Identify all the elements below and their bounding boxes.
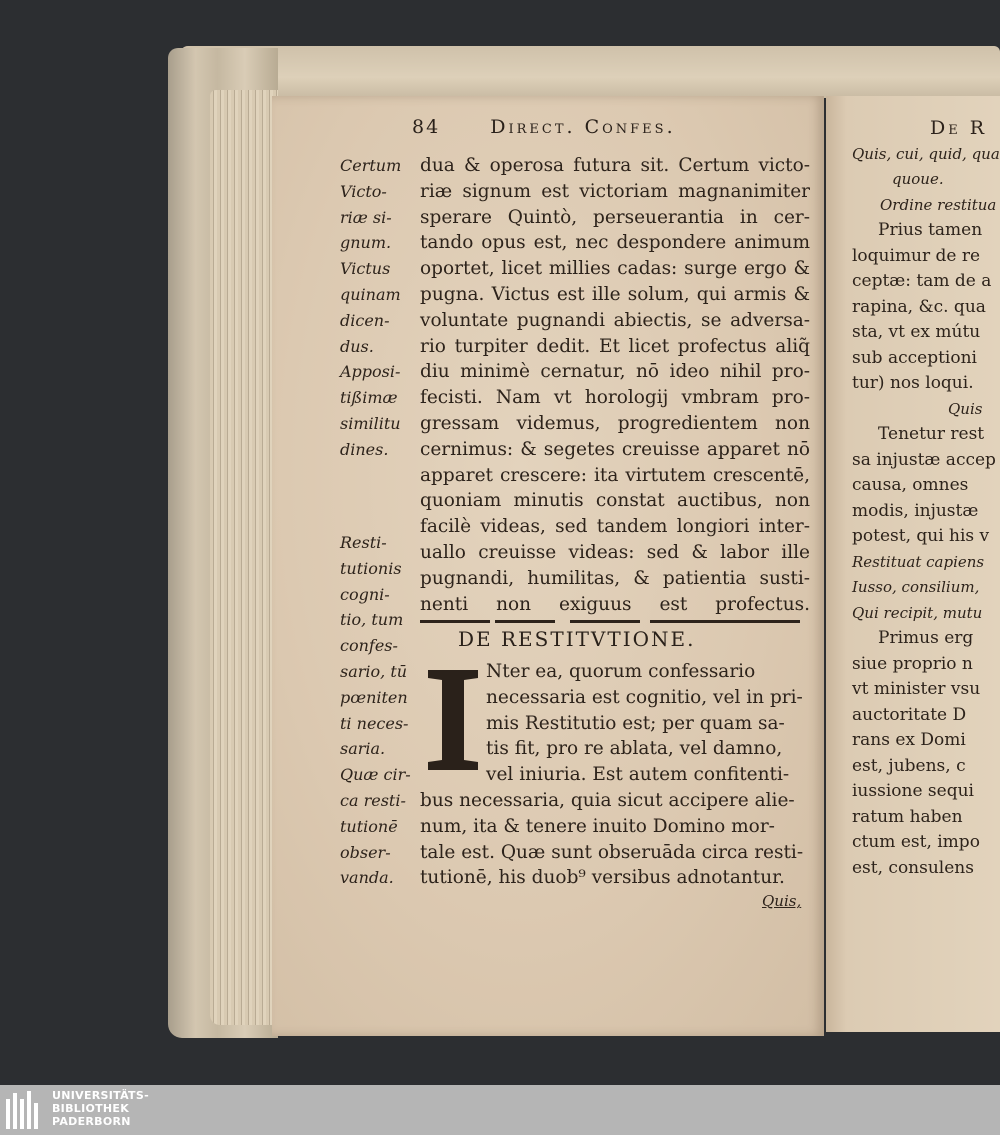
text-line: Victus [340,259,391,279]
right-page-line: Tenetur rest [878,424,985,444]
text-line: quinam [340,284,401,304]
text-line: dicen- [340,310,390,330]
right-page-line: est, consulens [852,857,974,878]
rule-right [650,620,800,623]
text-line: fecisti. Nam vt horologij vmbram pro- [420,387,810,409]
text-line: Resti- [340,533,387,552]
text-line: cernimus: & segetes creuisse apparet nō [420,438,810,460]
text-line: tis fit, pro re ablata, vel damno, [486,738,783,760]
text-line: confes- [340,636,398,656]
right-page-line: sa injustæ accep [852,449,996,470]
rule-left [420,620,490,623]
right-page-line: modis, injustæ [852,500,979,521]
text-line: num, ita & tenere inuito Domino mor- [420,815,775,837]
text-line: dus. [340,336,374,356]
right-page-line: potest, qui his v [852,526,990,546]
right-page-line: Primus erg [878,628,974,648]
right-page-line: Iusso, consilium, [852,578,980,596]
text-line: sario, tū [340,661,408,681]
library-name-line2: BIBLIOTHEK [52,1102,130,1115]
text-line: Apposi- [340,362,401,382]
text-line: apparet crescere: ita virtutem crescentē, [420,464,810,486]
text-line: tio, tum [340,610,404,630]
right-page-line: loquimur de re [852,245,981,266]
text-line: necessaria est cognitio, vel in pri- [486,686,803,708]
right-page-line: Qui recipit, mutu [852,603,983,622]
text-line: pœniten [340,687,408,707]
right-page-line: iussione sequi [852,781,974,801]
text-line: voluntate pugnandi abiectis, se adversa- [420,309,810,331]
text-line: obser- [340,842,391,862]
text-line: ti neces- [340,713,409,733]
text-line: pugna. Victus est ille solum, qui armis & [420,283,810,305]
text-line: diu minimè cernatur, nō ideo nihil pro- [420,361,810,383]
margin-notes-bottom [340,530,420,891]
book-top-edge [180,46,1000,98]
library-footer [0,1085,1000,1135]
text-line: tutionē, his duob⁹ versibus adnotantur. [420,867,785,889]
body-text [420,153,810,617]
text-line: gressam videmus, progredientem non [420,412,810,434]
right-page-line: De R [930,117,988,139]
rule-left-2 [495,620,555,623]
text-line: Nter ea, quorum confessario [486,661,756,682]
text-line: facilè videas, sed tandem longiori inter- [420,516,810,538]
text-line: sperare Quintò, perseuerantia in cer- [420,206,810,228]
right-page-line: tur) nos loqui. [852,373,974,393]
text-line: nenti non exiguus est profectus. [420,593,810,615]
text-line: tale est. Quæ sunt obseruāda circa resti- [420,841,804,863]
right-page-line: ratum haben [852,806,963,827]
text-line: bus necessaria, quia sicut accipere alie- [420,789,795,811]
text-line: uallo creuisse videas: sed & labor ille [420,541,810,563]
library-name-line1: UNIVERSITÄTS- [52,1089,149,1102]
right-page-line: rapina, &c. qua [852,296,986,317]
right-page-line: sub acceptioni [852,347,977,368]
text-line: cogni- [340,584,390,604]
right-page-line: Quis, cui, quid, qua [852,144,1000,163]
right-page-line: est, jubens, c [852,755,966,776]
text-line: saria. [340,739,386,759]
restitution-paragraph [420,659,810,891]
right-page-line: auctoritate D [852,704,967,725]
right-page-line: Quis [948,399,983,418]
right-page-line: quoue. [892,170,944,188]
text-line: pugnandi, humilitas, & patientia susti- [420,567,810,589]
section-title: DE RESTITVTIONE. [458,627,696,651]
text-line: quoniam minutis constat auctibus, non [420,490,810,512]
text-line: dines. [340,439,389,459]
text-line: rio turpiter dedit. Et licet profectus aliq̃ [420,335,810,357]
text-line: dua & operosa futura sit. Certum victo- [420,155,810,176]
text-line: riæ signum est victoriam magnanimiter [420,180,810,202]
catchword: Quis, [762,892,802,910]
margin-notes-top [340,153,420,463]
right-page-line: rans ex Domi [852,730,966,750]
running-header [412,116,676,138]
page-stack [210,90,278,1025]
text-line: vanda. [340,868,394,888]
text-line: tando opus est, nec despondere animum [420,232,810,254]
text-line: oportet, licet millies cadas: surge ergo & [420,258,810,280]
text-line: tißimæ [340,388,398,408]
text-line: Victo- [340,181,387,201]
text-line: mis Restitutio est; per quam sa- [486,712,785,734]
right-page-line: sta, vt ex mútu [852,322,981,342]
right-page-line: causa, omnes [852,475,969,495]
text-line: similitu [340,413,401,433]
right-page-line: Restituat capiens [852,552,985,571]
text-line: tutionis [340,558,402,578]
right-page-line: ctum est, impo [852,832,980,852]
rule-center [570,620,640,623]
running-head-title: Direct. Confes. [490,116,676,138]
right-page-line: Ordine restitua [880,195,997,214]
text-line: vel iniuria. Est autem confitenti- [486,764,790,786]
library-name [52,1089,149,1128]
text-line: tutionē [340,816,398,836]
right-page-line: ceptæ: tam de a [852,271,992,291]
right-page-text [852,116,1000,881]
library-name-line3: PADERBORN [52,1115,131,1128]
text-line: Quæ cir- [340,765,411,785]
text-line: riæ si- [340,207,392,227]
text-line: ca resti- [340,790,406,810]
library-logo-icon [6,1091,42,1129]
right-page-line: Prius tamen [878,220,983,240]
right-page-line: siue proprio n [852,653,973,674]
text-line: gnum. [340,233,392,253]
right-page-line: vt minister vsu [852,679,981,699]
text-line: Certum [340,156,402,175]
page-number: 84 [412,116,441,138]
